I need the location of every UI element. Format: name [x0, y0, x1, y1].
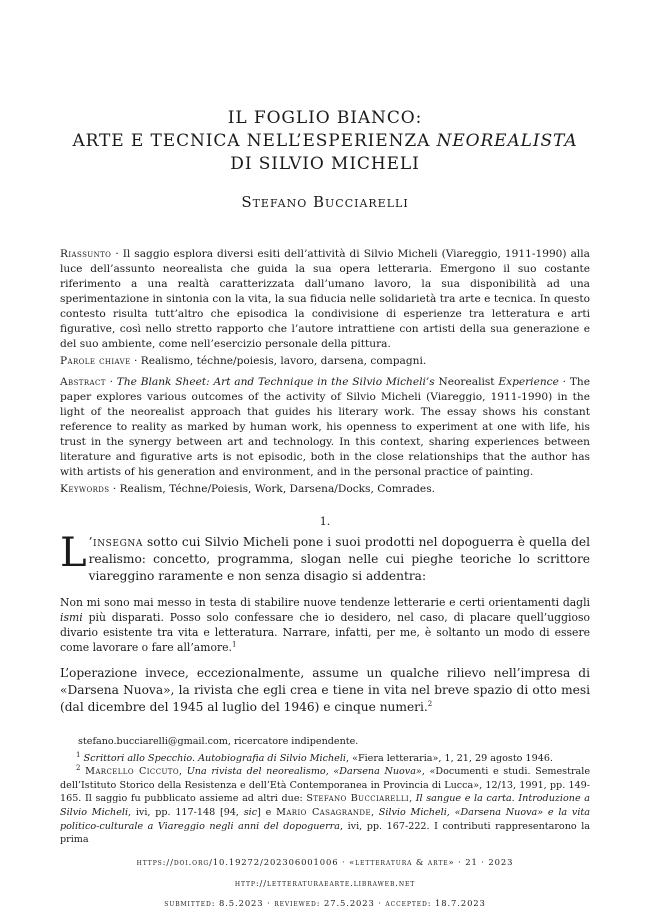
footnote-2-sep-2: ,: [409, 793, 416, 805]
author-email-note: stefano.bucciarelli@gmail.com, ricercatore indipendente.: [78, 736, 359, 747]
footnote-1: [60, 752, 590, 766]
lead-text: sotto cui Silvio Micheli pone i suoi prodotti nel dopoguerra è quella del realismo: concetto, programma, slogan nelle cui pieghe teoriche lo scrittore viareggino raramente e non senza disagio si addentra:: [88, 535, 590, 583]
footnotes: [60, 735, 590, 847]
paragraph-2-text: L’operazione invece, eccezionalmente, assume un qualche rilievo nell’impresa di «Darsena Nuova», la rivista che egli crea e tiene in vita nel breve spazio di otto mesi (dal dicembre del 1945 al luglio del 1946) e cinque numeri.: [60, 666, 590, 714]
parole-chiave-paragraph: [60, 354, 590, 369]
abstract-en-paragraph: [60, 375, 590, 480]
drop-cap: L: [60, 530, 87, 576]
footnote-2-number: 2: [76, 764, 81, 772]
quote-pre: Non mi sono mai messo in testa di stabilire nuove tendenze letterarie e certi orientamenti dagli: [60, 596, 590, 609]
abstract-sep: ·: [105, 376, 117, 388]
riassunto-text: · Il saggio esplora diversi esiti dell’attività di Silvio Micheli (Viareggio, 1911-1990) alla luce dell’assunto neorealista che guida la sua opera letteraria. Emergono il suo costante riferimento a una realtà caratterizzata dall’umano lavoro, la sua disponibilità ad una sperimentazione in sintonia con la vita, la sua fiducia nelle solidarietà tra arte e tecnica. In questo contesto risulta tutt’altro che episodica la condivisione di esperienze tra letteratura e arti figurative, così nello stretto rapporto che l’autore intrattiene con artisti della sua generazione e del suo ambiente, come nell’esercizio personale della pittura.: [60, 248, 590, 350]
title-line-2: [60, 130, 590, 153]
footnote-1-italic: Scrittori allo Specchio. Autobiografia di Silvio Micheli: [83, 752, 346, 764]
body-paragraph-2: [60, 665, 590, 716]
abstract-title-italic-2: Experience: [498, 376, 559, 388]
footnote-2-text-d: , ivi, pp. 167-222. I contributi rappresentarono la prima: [60, 820, 591, 846]
abstract-block: [60, 247, 590, 497]
block-quote: [60, 595, 590, 655]
lead-smallcaps: ’insegna: [88, 535, 143, 549]
footnote-2-sep-3: ,: [370, 806, 379, 818]
abstract-title-rest: Neorealist: [434, 376, 499, 388]
abstract-label: Abstract: [60, 376, 106, 388]
riassunto-paragraph: [60, 247, 590, 352]
footnote-2: [60, 765, 590, 847]
footnote-1-text: , «Fiera letteraria», 1, 21, 29 agosto 1946.: [345, 752, 553, 764]
abstract-text: · The paper explores various outcomes of the activity of Silvio Micheli (Viareggio, 1911-1990) in the light of the neorealist approach that guides his literary work. The essay shows his constant reference to reality as marked by human work, his openness to experiment at one with life, his trust in the synergy between art and technology. In this context, sharing experiences between literature and figurative arts is not episodic, both in the close relationships that the author has with artists of his generation and environment, and in the personal practice of painting.: [60, 376, 590, 478]
title-line-2-italic: NEOREALISTA: [436, 131, 578, 151]
footer-dates-line: submitted: 8.5.2023 · reviewed: 27.5.2023 · accepted: 18.7.2023: [164, 898, 486, 908]
quote-post: più disparati. Posso solo confessare che io desidero, nel caso, di placare quell’uggioso divario esistente tra vita e letteratura. Narrare, infatti, per me, è soltanto un modo di essere come lavorare o fare all’amore.: [60, 611, 590, 654]
abstract-title-italic: The Blank Sheet: Art and Technique in the Silvio Micheli’s: [116, 376, 435, 388]
article-title: [60, 107, 590, 176]
footnote-2-sep-1: ,: [178, 766, 187, 778]
title-line-3: DI SILVIO MICHELI: [230, 154, 420, 174]
footnote-2-title-2: Il sangue e la carta. Introduzione a Silvio Micheli: [60, 793, 590, 818]
footer-url-line[interactable]: http://letteraturaearte.libraweb.net: [234, 878, 416, 888]
quote-italic: ismi: [60, 611, 83, 624]
footnote-2-title-3: Silvio Micheli, «Darsena Nuova» e la vita politico-culturale a Viareggio negli anni del dopoguerra: [60, 806, 590, 832]
riassunto-label: Riassunto: [60, 248, 112, 260]
footnote-2-author-1: Marcello Ciccuto: [85, 766, 179, 778]
lead-paragraph: [60, 530, 590, 585]
footnote-2-text-c: ] e: [257, 806, 277, 818]
footnote-2-author-2: Stefano Bucciarelli: [306, 793, 410, 805]
author-name: Stefano Bucciarelli: [241, 193, 409, 211]
title-line-1: IL FOGLIO BIANCO:: [227, 108, 423, 128]
footnote-2-title-1: Una rivista del neorealismo, «Darsena Nuova»: [186, 766, 422, 778]
footnote-2-text-a: , «Documenti e studi. Semestrale dell’Istituto Storico della Resistenza e dell’Età Contemporanea in Provincia di Lucca», 12/13, 1991, pp. 149-165. Il saggio fu pubblicato assieme ad altri due:: [60, 766, 590, 805]
footnote-2-author-3: Mario Casagrande: [276, 806, 371, 818]
keywords-label: Keywords: [60, 483, 110, 495]
footnote-ref-2[interactable]: 2: [427, 699, 433, 708]
footnote-2-sic: sic: [243, 806, 258, 818]
title-line-2-text: ARTE E TECNICA NELL’ESPERIENZA: [72, 131, 437, 151]
footnote-ref-1[interactable]: 1: [231, 640, 237, 649]
parole-chiave-label: Parole chiave: [60, 355, 131, 367]
keywords-paragraph: [60, 482, 590, 497]
footnote-2-text-b: , ivi, pp. 117-148 [94,: [128, 806, 244, 818]
keywords-text: · Realism, Téchne/Poiesis, Work, Darsena/Docks, Comrades.: [109, 483, 435, 495]
parole-chiave-text: · Realismo, téchne/poiesis, lavoro, darsena, compagni.: [130, 355, 427, 367]
article-page: [60, 0, 590, 847]
footnote-1-number: 1: [76, 750, 81, 759]
section-number: 1.: [319, 515, 331, 528]
footer-doi-line[interactable]: https://doi.org/10.19272/202306001006 · «letteratura & arte» · 21 · 2023: [136, 857, 514, 867]
